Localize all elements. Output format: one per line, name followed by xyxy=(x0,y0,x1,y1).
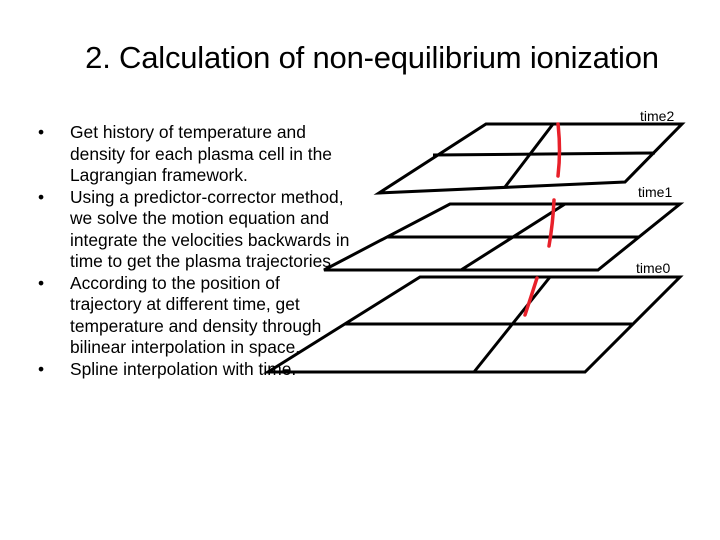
bullet-icon: • xyxy=(38,358,45,379)
bullet-icon: • xyxy=(38,272,45,293)
grid-layer-time0 xyxy=(268,277,680,372)
grid-layer-outline xyxy=(379,124,682,193)
layer-label-time1: time1 xyxy=(638,184,673,200)
bullet-text: Spline interpolation with time. xyxy=(70,358,297,379)
bullet-text: According to the position of trajectory at different time, get temperature and density through bilinear interpolation in space. xyxy=(70,272,322,357)
grid-line xyxy=(433,153,655,155)
bullet-icon: • xyxy=(38,186,45,207)
trajectory-segment xyxy=(558,124,560,176)
grid-layer-time2 xyxy=(379,124,682,193)
trajectory-segment xyxy=(549,200,554,246)
grid-layer-time1 xyxy=(324,204,680,270)
layer-label-time2: time2 xyxy=(640,108,675,124)
layer-label-time0: time0 xyxy=(636,260,671,276)
bullet-text: Using a predictor-corrector method, we solve the motion equation and integrate the velocities backwards in time to get the plasma trajectories xyxy=(70,186,350,271)
bullet-text: Get history of temperature and density for each plasma cell in the Lagrangian framework. xyxy=(70,122,332,185)
bullet-icon: • xyxy=(38,122,45,142)
slide-title: 2. Calculation of non-equilibrium ionization xyxy=(85,40,659,75)
